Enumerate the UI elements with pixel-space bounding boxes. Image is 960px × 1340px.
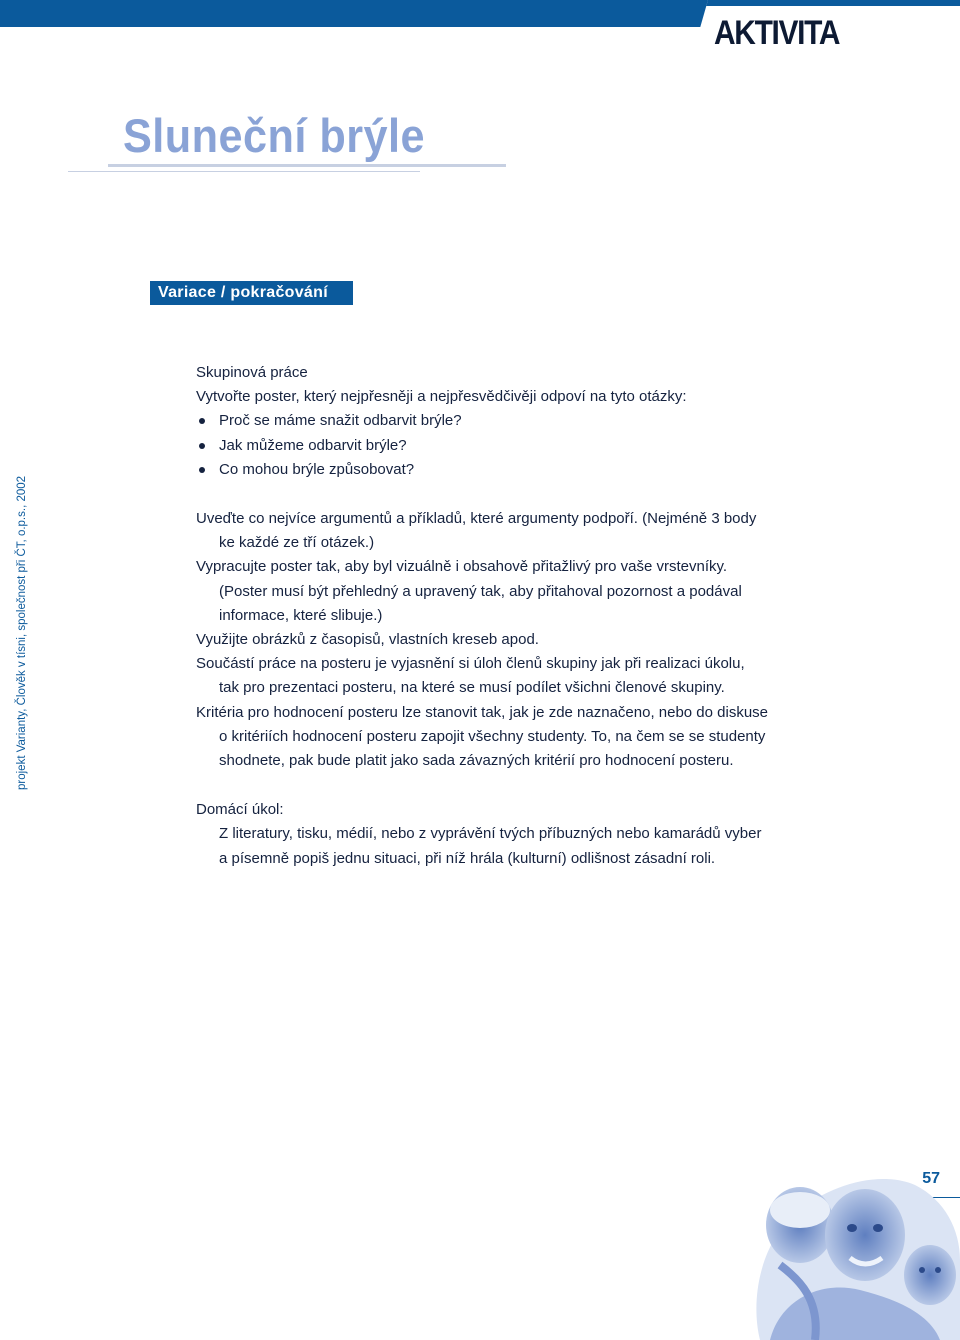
instruction-line: o kritériích hodnocení posteru zapojit všechny studenty. To, na čem se se studenty	[219, 727, 766, 745]
title-underline-thin	[68, 171, 420, 172]
title-underline	[108, 164, 506, 167]
bullet-icon	[199, 467, 205, 473]
instruction-line: Vypracujte poster tak, aby byl vizuálně i obsahově přitažlivý pro vaše vrstevníky.	[196, 558, 728, 576]
side-copyright-note: projekt Varianty, Člověk v tísni, společnost při ČT, o.p.s., 2002	[16, 475, 28, 790]
instruction-line: Součástí práce na posteru je vyjasnění si úloh členů skupiny jak při realizaci úkolu,	[196, 655, 745, 673]
main-content	[196, 361, 836, 871]
activity-label: AKTIVITA	[714, 14, 840, 52]
homework-heading: Domácí úkol:	[196, 801, 284, 819]
list-item: Co mohou brýle způsobovat?	[196, 458, 836, 482]
instruction-line: Využijte obrázků z časopisů, vlastních kreseb apod.	[196, 631, 539, 649]
instruction-line: (Poster musí být přehledný a upravený tak, aby přitahoval pozornost a podával	[219, 582, 742, 600]
bullet-icon	[199, 418, 205, 424]
instruction-line: shodnete, pak bude platit jako sada závazných kritérií pro hodnocení posteru.	[219, 752, 734, 770]
group-work-heading: Skupinová práce	[196, 364, 308, 381]
question-list	[196, 409, 836, 482]
page-number: 57	[922, 1170, 940, 1187]
instruction-line: informace, které slibuje.)	[219, 606, 383, 624]
list-item: Jak můžeme odbarvit brýle?	[196, 434, 836, 458]
homework-line: a písemně popiš jednu situaci, při níž hrála (kulturní) odlišnost zásadní roli.	[219, 849, 716, 867]
section-badge: Variace / pokračování	[150, 281, 353, 305]
children-photo	[740, 1150, 960, 1340]
homework-line: Z literatury, tisku, médií, nebo z vyprávění tvých příbuzných nebo kamarádů vyber	[219, 825, 762, 843]
instruction-line: tak pro prezentaci posteru, na které se musí podílet všichni členové skupiny.	[219, 679, 725, 697]
bullet-icon	[199, 443, 205, 449]
instruction-line: Kritéria pro hodnocení posteru lze stanovit tak, jak je zde naznačeno, nebo do diskuse	[196, 703, 769, 721]
list-item: Proč se máme snažit odbarvit brýle?	[196, 409, 836, 433]
instruction-line: ke každé ze tří otázek.)	[219, 534, 375, 552]
group-work-intro: Vytvořte poster, který nejpřesněji a nejpřesvědčivěji odpoví na tyto otázky:	[196, 388, 687, 406]
instruction-line: Uveďte co nejvíce argumentů a příkladů, které argumenty podpoří. (Nejméně 3 body	[196, 510, 757, 528]
page-title: Sluneční brýle	[123, 109, 426, 162]
